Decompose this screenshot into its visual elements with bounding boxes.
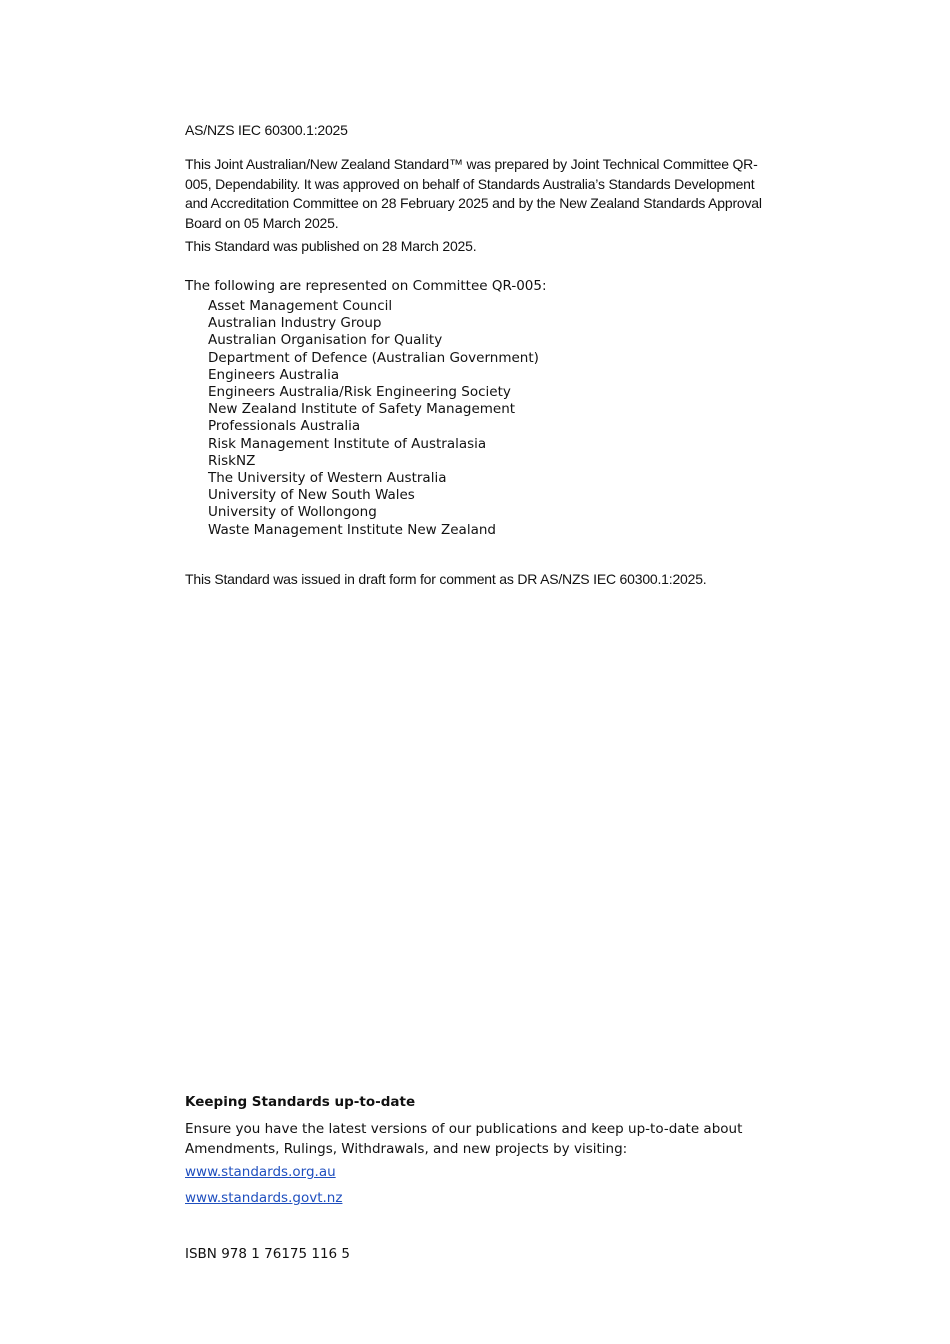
committee-heading: The following are represented on Committee QR-005:: [185, 278, 547, 294]
standards-nz-link[interactable]: www.standards.govt.nz: [185, 1190, 343, 1206]
committee-member: Engineers Australia: [208, 366, 340, 383]
draft-note: This Standard was issued in draft form for comment as DR AS/NZS IEC 60300.1:2025.: [185, 571, 707, 587]
committee-member: New Zealand Institute of Safety Management: [208, 401, 516, 418]
published-date-line: This Standard was published on 28 March 2025.: [185, 238, 477, 254]
intro-paragraph: This Joint Australian/New Zealand Standard™ was prepared by Joint Technical Committee QR-005, Dependability. It was approved on behalf of Standards Australia’s Standards Development and Accreditation Committee on 28 February 2025 and by the New Zealand Standards Approval Board on 05 March 2025.: [185, 156, 762, 231]
committee-member: The University of Western Australia: [208, 470, 447, 487]
committee-member: University of New South Wales: [208, 487, 415, 504]
keeping-up-to-date-heading: Keeping Standards up-to-date: [185, 1094, 416, 1110]
committee-member: Engineers Australia/Risk Engineering Society: [208, 384, 511, 401]
committee-member: Department of Defence (Australian Government): [208, 349, 539, 366]
committee-member-list: [208, 298, 539, 539]
standards-australia-link[interactable]: www.standards.org.au: [185, 1164, 336, 1180]
committee-member: Risk Management Institute of Australasia: [208, 435, 487, 452]
committee-member: Asset Management Council: [208, 298, 393, 314]
committee-member: Waste Management Institute New Zealand: [208, 521, 496, 538]
committee-member: RiskNZ: [208, 452, 256, 469]
committee-member: Australian Organisation for Quality: [208, 332, 443, 349]
isbn: ISBN 978 1 76175 116 5: [185, 1246, 351, 1262]
committee-member: Australian Industry Group: [208, 315, 382, 332]
committee-member: Professionals Australia: [208, 418, 361, 435]
document-code: AS/NZS IEC 60300.1:2025: [185, 122, 348, 138]
committee-member: University of Wollongong: [208, 504, 377, 521]
keeping-up-to-date-body: Ensure you have the latest versions of our publications and keep up-to-date about Amendments, Rulings, Withdrawals, and new projects by visiting:: [185, 1121, 743, 1157]
